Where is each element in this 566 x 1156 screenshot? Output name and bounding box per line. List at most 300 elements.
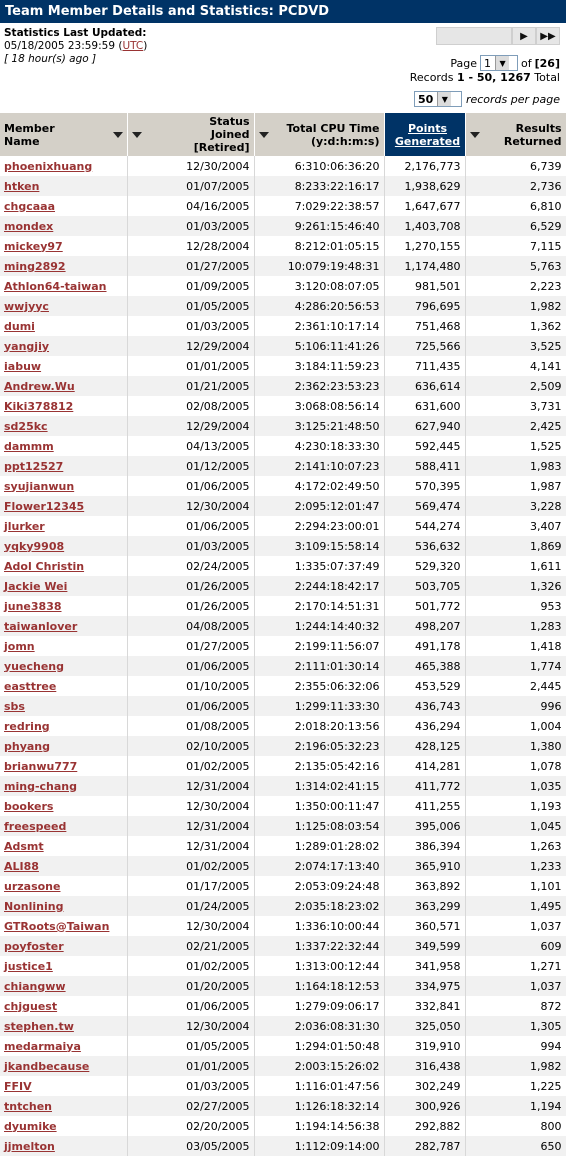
results-cell: 1,611 (465, 556, 566, 576)
member-link[interactable]: iabuw (4, 359, 42, 373)
sort-arrow-icon[interactable] (113, 132, 123, 138)
member-name-cell (0, 316, 127, 336)
joined-cell: 12/30/2004 (127, 496, 254, 516)
member-link[interactable]: easttree (4, 679, 57, 693)
joined-cell: 12/30/2004 (127, 156, 254, 176)
points-cell: 588,411 (384, 456, 465, 476)
points-cell: 2,176,773 (384, 156, 465, 176)
table-row (0, 636, 566, 656)
member-link[interactable]: bookers (4, 799, 54, 813)
member-link[interactable]: chjguest (4, 999, 58, 1013)
page-label: Page (450, 56, 478, 70)
member-link[interactable]: medarmaiya (4, 1039, 81, 1053)
results-cell: 2,445 (465, 676, 566, 696)
points-cell: 569,474 (384, 496, 465, 516)
cpu-time-cell: 2:003:15:26:02 (254, 1056, 384, 1076)
member-name-cell (0, 876, 127, 896)
member-name-cell (0, 1056, 127, 1076)
member-name-cell (0, 1116, 127, 1136)
points-cell: 436,294 (384, 716, 465, 736)
joined-cell: 01/03/2005 (127, 536, 254, 556)
members-table-body (0, 156, 566, 1156)
page-select[interactable] (480, 55, 518, 71)
member-name-cell (0, 236, 127, 256)
joined-cell: 12/29/2004 (127, 336, 254, 356)
member-name-cell (0, 996, 127, 1016)
results-cell: 1,982 (465, 1056, 566, 1076)
chevron-down-icon: ▼ (437, 92, 451, 106)
member-name-cell (0, 496, 127, 516)
joined-cell: 01/09/2005 (127, 276, 254, 296)
points-cell: 1,938,629 (384, 176, 465, 196)
prev-pages-area (436, 27, 512, 45)
points-cell: 636,614 (384, 376, 465, 396)
member-name-cell (0, 816, 127, 836)
results-cell: 7,115 (465, 236, 566, 256)
member-name-cell (0, 276, 127, 296)
member-link[interactable]: htken (4, 179, 40, 193)
results-cell: 1,418 (465, 636, 566, 656)
member-name-cell (0, 636, 127, 656)
results-cell: 1,078 (465, 756, 566, 776)
cpu-time-cell: 2:053:09:24:48 (254, 876, 384, 896)
member-link[interactable]: dammm (4, 439, 54, 453)
results-cell: 996 (465, 696, 566, 716)
results-cell: 1,193 (465, 796, 566, 816)
member-link[interactable]: ming-chang (4, 779, 77, 793)
col-cpu-time[interactable] (254, 113, 384, 156)
joined-cell: 01/08/2005 (127, 716, 254, 736)
page-select-row (450, 55, 560, 71)
cpu-time-cell: 3:184:11:59:23 (254, 356, 384, 376)
member-name-cell (0, 976, 127, 996)
table-row (0, 436, 566, 456)
member-link[interactable]: dumi (4, 319, 35, 333)
points-cell: 411,255 (384, 796, 465, 816)
member-name-cell (0, 296, 127, 316)
member-link[interactable]: mickey97 (4, 239, 63, 253)
member-name-cell (0, 576, 127, 596)
joined-cell: 01/06/2005 (127, 516, 254, 536)
joined-cell: 01/24/2005 (127, 896, 254, 916)
col-cpu-label: Total CPU Time (y:d:h:m:s) (286, 121, 380, 148)
points-cell: 631,600 (384, 396, 465, 416)
results-cell: 1,525 (465, 436, 566, 456)
utc-link[interactable]: UTC (122, 40, 144, 52)
points-cell: 365,910 (384, 856, 465, 876)
col-points-generated[interactable] (384, 113, 465, 156)
results-cell: 1,035 (465, 776, 566, 796)
cpu-time-cell: 3:109:15:58:14 (254, 536, 384, 556)
member-link[interactable]: phoenixhuang (4, 159, 93, 173)
table-row (0, 776, 566, 796)
results-cell: 1,362 (465, 316, 566, 336)
results-cell: 1,774 (465, 656, 566, 676)
results-cell: 6,529 (465, 216, 566, 236)
member-name-cell (0, 776, 127, 796)
page-title: Team Member Details and Statistics: PCDVD (0, 0, 566, 23)
total-pages: [26] (534, 56, 560, 70)
member-name-cell (0, 616, 127, 636)
cpu-time-cell: 2:074:17:13:40 (254, 856, 384, 876)
cpu-time-cell: 1:244:14:40:32 (254, 616, 384, 636)
records-label: Records (409, 71, 454, 84)
member-name-cell (0, 396, 127, 416)
member-name-cell (0, 856, 127, 876)
points-cell: 498,207 (384, 616, 465, 636)
joined-cell: 02/21/2005 (127, 936, 254, 956)
per-page-select[interactable] (414, 91, 462, 107)
last-page-button[interactable] (536, 27, 560, 45)
results-cell: 1,037 (465, 916, 566, 936)
table-row (0, 876, 566, 896)
member-link[interactable]: mondex (4, 219, 54, 233)
results-cell: 1,983 (465, 456, 566, 476)
member-link[interactable]: taiwanlover (4, 619, 78, 633)
points-cell: 711,435 (384, 356, 465, 376)
table-row (0, 676, 566, 696)
cpu-time-cell: 1:194:14:56:38 (254, 1116, 384, 1136)
points-cell: 292,882 (384, 1116, 465, 1136)
page-select-value: 1 (484, 56, 492, 70)
points-cell: 282,787 (384, 1136, 465, 1156)
cpu-time-cell: 1:350:00:11:47 (254, 796, 384, 816)
member-link[interactable]: jlurker (4, 519, 45, 533)
joined-cell: 01/02/2005 (127, 856, 254, 876)
cpu-time-cell: 2:196:05:32:23 (254, 736, 384, 756)
joined-cell: 04/08/2005 (127, 616, 254, 636)
member-name-cell (0, 716, 127, 736)
col-results-returned[interactable] (465, 113, 566, 156)
col-status-joined[interactable] (127, 113, 254, 156)
member-name-cell (0, 1016, 127, 1036)
member-link[interactable]: sd25kc (4, 419, 48, 433)
table-row (0, 296, 566, 316)
table-row (0, 936, 566, 956)
joined-cell: 01/01/2005 (127, 356, 254, 376)
member-link[interactable]: urzasone (4, 879, 61, 893)
member-link[interactable]: yqky9908 (4, 539, 65, 553)
cpu-time-cell: 1:164:18:12:53 (254, 976, 384, 996)
points-cell: 1,403,708 (384, 216, 465, 236)
joined-cell: 12/28/2004 (127, 236, 254, 256)
table-row (0, 896, 566, 916)
results-cell: 2,425 (465, 416, 566, 436)
points-cell: 529,320 (384, 556, 465, 576)
member-name-cell (0, 176, 127, 196)
results-cell: 1,326 (465, 576, 566, 596)
per-page-label: records per page (465, 92, 560, 106)
member-link[interactable]: brianwu777 (4, 759, 78, 773)
member-link[interactable]: stephen.tw (4, 1019, 74, 1033)
joined-cell: 01/06/2005 (127, 996, 254, 1016)
member-link[interactable]: Adol Christin (4, 559, 85, 573)
cpu-time-cell: 7:029:22:38:57 (254, 196, 384, 216)
joined-cell: 01/02/2005 (127, 956, 254, 976)
last-icon: ▶▶ (540, 30, 556, 42)
table-row (0, 736, 566, 756)
table-row (0, 1036, 566, 1056)
cpu-time-cell: 1:112:09:14:00 (254, 1136, 384, 1156)
joined-cell: 02/24/2005 (127, 556, 254, 576)
member-link[interactable]: freespeed (4, 819, 67, 833)
points-cell: 428,125 (384, 736, 465, 756)
member-link[interactable]: phyang (4, 739, 51, 753)
member-link[interactable]: Nonlining (4, 899, 64, 913)
points-cell: 300,926 (384, 1096, 465, 1116)
member-link[interactable]: FFIV (4, 1079, 32, 1093)
joined-cell: 04/13/2005 (127, 436, 254, 456)
member-link[interactable]: tntchen (4, 1099, 52, 1113)
table-row (0, 576, 566, 596)
member-name-cell (0, 376, 127, 396)
member-name-cell (0, 556, 127, 576)
member-link[interactable]: ppt12527 (4, 459, 64, 473)
member-name-cell (0, 836, 127, 856)
results-cell: 1,982 (465, 296, 566, 316)
table-row (0, 476, 566, 496)
cpu-time-cell: 2:036:08:31:30 (254, 1016, 384, 1036)
points-cell: 453,529 (384, 676, 465, 696)
sort-arrow-icon[interactable] (259, 132, 269, 138)
results-cell: 4,141 (465, 356, 566, 376)
joined-cell: 12/30/2004 (127, 916, 254, 936)
joined-cell: 12/30/2004 (127, 1016, 254, 1036)
table-row (0, 956, 566, 976)
member-name-cell (0, 1076, 127, 1096)
member-link[interactable]: Kiki378812 (4, 399, 74, 413)
cpu-time-cell: 2:199:11:56:07 (254, 636, 384, 656)
joined-cell: 02/27/2005 (127, 1096, 254, 1116)
table-row (0, 536, 566, 556)
member-link[interactable]: dyumike (4, 1119, 57, 1133)
table-row (0, 796, 566, 816)
points-cell: 501,772 (384, 596, 465, 616)
table-row (0, 376, 566, 396)
table-row (0, 556, 566, 576)
member-name-cell (0, 536, 127, 556)
member-name-cell (0, 416, 127, 436)
table-row (0, 816, 566, 836)
col-status-label: Status Joined [Retired] (193, 115, 250, 154)
member-link[interactable]: chiangww (4, 979, 66, 993)
col-member-name[interactable] (0, 113, 127, 156)
cpu-time-cell: 6:310:06:36:20 (254, 156, 384, 176)
table-row (0, 976, 566, 996)
points-cell: 751,468 (384, 316, 465, 336)
member-name-cell (0, 736, 127, 756)
member-link[interactable]: poyfoster (4, 939, 64, 953)
member-link[interactable]: june3838 (4, 599, 62, 613)
cpu-time-cell: 1:125:08:03:54 (254, 816, 384, 836)
sort-arrow-icon[interactable] (470, 132, 480, 138)
member-name-cell (0, 356, 127, 376)
member-link[interactable]: yuecheng (4, 659, 64, 673)
table-row (0, 196, 566, 216)
member-link[interactable]: chgcaaa (4, 199, 56, 213)
points-cell: 414,281 (384, 756, 465, 776)
cpu-time-cell: 8:212:01:05:15 (254, 236, 384, 256)
member-name-cell (0, 1096, 127, 1116)
member-link[interactable]: jkandbecause (4, 1059, 90, 1073)
member-name-cell (0, 936, 127, 956)
joined-cell: 01/03/2005 (127, 216, 254, 236)
points-cell: 411,772 (384, 776, 465, 796)
results-cell: 5,763 (465, 256, 566, 276)
table-row (0, 1016, 566, 1036)
results-cell: 1,101 (465, 876, 566, 896)
points-cell: 332,841 (384, 996, 465, 1016)
table-row (0, 1096, 566, 1116)
total-label: Total (534, 71, 560, 84)
sort-arrow-icon[interactable] (132, 132, 142, 138)
points-cell: 491,178 (384, 636, 465, 656)
cpu-time-cell: 1:116:01:47:56 (254, 1076, 384, 1096)
points-cell: 544,274 (384, 516, 465, 536)
cpu-time-cell: 10:079:19:48:31 (254, 256, 384, 276)
member-name-cell (0, 696, 127, 716)
table-row (0, 856, 566, 876)
member-link[interactable]: sbs (4, 699, 25, 713)
member-link[interactable]: redring (4, 719, 50, 733)
joined-cell: 03/05/2005 (127, 1136, 254, 1156)
results-cell: 872 (465, 996, 566, 1016)
member-name-cell (0, 656, 127, 676)
member-link[interactable]: ming2892 (4, 259, 66, 273)
member-name-cell (0, 896, 127, 916)
member-link[interactable]: GTRoots@Taiwan (4, 919, 110, 933)
member-link[interactable]: jomn (4, 639, 35, 653)
results-cell: 2,223 (465, 276, 566, 296)
table-row (0, 396, 566, 416)
cpu-time-cell: 5:106:11:41:26 (254, 336, 384, 356)
results-cell: 2,736 (465, 176, 566, 196)
table-row (0, 916, 566, 936)
member-link[interactable]: wwjyyc (4, 299, 49, 313)
joined-cell: 01/17/2005 (127, 876, 254, 896)
member-link[interactable]: jjmelton (4, 1139, 55, 1153)
member-link[interactable]: Andrew.Wu (4, 379, 75, 393)
points-cell: 360,571 (384, 916, 465, 936)
joined-cell: 01/21/2005 (127, 376, 254, 396)
col-points-link[interactable]: Points Generated (394, 121, 461, 148)
results-cell: 3,228 (465, 496, 566, 516)
results-cell: 1,225 (465, 1076, 566, 1096)
member-link[interactable]: justice1 (4, 959, 53, 973)
member-name-cell (0, 796, 127, 816)
results-cell: 1,305 (465, 1016, 566, 1036)
col-results-label: Results Returned (503, 121, 562, 148)
table-row (0, 356, 566, 376)
member-name-cell (0, 516, 127, 536)
member-link[interactable]: Jackie Wei (4, 579, 68, 593)
table-row (0, 156, 566, 176)
points-cell: 1,174,480 (384, 256, 465, 276)
cpu-time-cell: 2:035:18:23:02 (254, 896, 384, 916)
joined-cell: 01/20/2005 (127, 976, 254, 996)
table-row (0, 696, 566, 716)
cpu-time-cell: 2:141:10:07:23 (254, 456, 384, 476)
cpu-time-cell: 2:111:01:30:14 (254, 656, 384, 676)
points-cell: 1,270,155 (384, 236, 465, 256)
results-cell: 3,525 (465, 336, 566, 356)
table-row (0, 1076, 566, 1096)
points-cell: 725,566 (384, 336, 465, 356)
of-label: of (521, 56, 532, 70)
cpu-time-cell: 1:335:07:37:49 (254, 556, 384, 576)
member-name-cell (0, 436, 127, 456)
cpu-time-cell: 3:068:08:56:14 (254, 396, 384, 416)
cpu-time-cell: 9:261:15:46:40 (254, 216, 384, 236)
joined-cell: 01/07/2005 (127, 176, 254, 196)
joined-cell: 12/30/2004 (127, 796, 254, 816)
points-cell: 341,958 (384, 956, 465, 976)
table-row (0, 236, 566, 256)
results-cell: 1,045 (465, 816, 566, 836)
points-cell: 465,388 (384, 656, 465, 676)
table-row (0, 1136, 566, 1156)
joined-cell: 01/01/2005 (127, 1056, 254, 1076)
points-cell: 503,705 (384, 576, 465, 596)
table-row (0, 416, 566, 436)
member-link[interactable]: yangjiy (4, 339, 50, 353)
member-link[interactable]: Adsmt (4, 839, 44, 853)
table-header-row (0, 113, 566, 156)
next-icon: ▶ (520, 30, 528, 42)
points-cell: 386,394 (384, 836, 465, 856)
cpu-time-cell: 2:170:14:51:31 (254, 596, 384, 616)
joined-cell: 12/29/2004 (127, 416, 254, 436)
member-link[interactable]: ALI88 (4, 859, 39, 873)
table-row (0, 456, 566, 476)
cpu-time-cell: 2:355:06:32:06 (254, 676, 384, 696)
member-link[interactable]: syujianwun (4, 479, 75, 493)
next-page-button[interactable] (512, 27, 536, 45)
points-cell: 363,299 (384, 896, 465, 916)
results-cell: 3,731 (465, 396, 566, 416)
cpu-time-cell: 3:120:08:07:05 (254, 276, 384, 296)
cpu-time-cell: 4:286:20:56:53 (254, 296, 384, 316)
cpu-time-cell: 1:279:09:06:17 (254, 996, 384, 1016)
member-name-cell (0, 676, 127, 696)
table-row (0, 276, 566, 296)
results-cell: 6,810 (465, 196, 566, 216)
cpu-time-cell: 1:337:22:32:44 (254, 936, 384, 956)
member-name-cell (0, 196, 127, 216)
results-cell: 1,194 (465, 1096, 566, 1116)
joined-cell: 01/26/2005 (127, 596, 254, 616)
joined-cell: 01/06/2005 (127, 656, 254, 676)
member-name-cell (0, 336, 127, 356)
chevron-down-icon: ▼ (495, 56, 509, 70)
records-range: 1 - 50, 1267 (456, 71, 531, 84)
joined-cell: 01/05/2005 (127, 296, 254, 316)
member-link[interactable]: Flower12345 (4, 499, 85, 513)
member-name-cell (0, 1036, 127, 1056)
cpu-time-cell: 1:299:11:33:30 (254, 696, 384, 716)
table-row (0, 596, 566, 616)
joined-cell: 12/31/2004 (127, 816, 254, 836)
member-link[interactable]: Athlon64-taiwan (4, 279, 107, 293)
results-cell: 800 (465, 1116, 566, 1136)
member-name-cell (0, 476, 127, 496)
joined-cell: 01/03/2005 (127, 1076, 254, 1096)
table-row (0, 316, 566, 336)
joined-cell: 01/12/2005 (127, 456, 254, 476)
stats-datetime: 05/18/2005 23:59:59 (4, 40, 116, 52)
cpu-time-cell: 4:172:02:49:50 (254, 476, 384, 496)
member-name-cell (0, 916, 127, 936)
